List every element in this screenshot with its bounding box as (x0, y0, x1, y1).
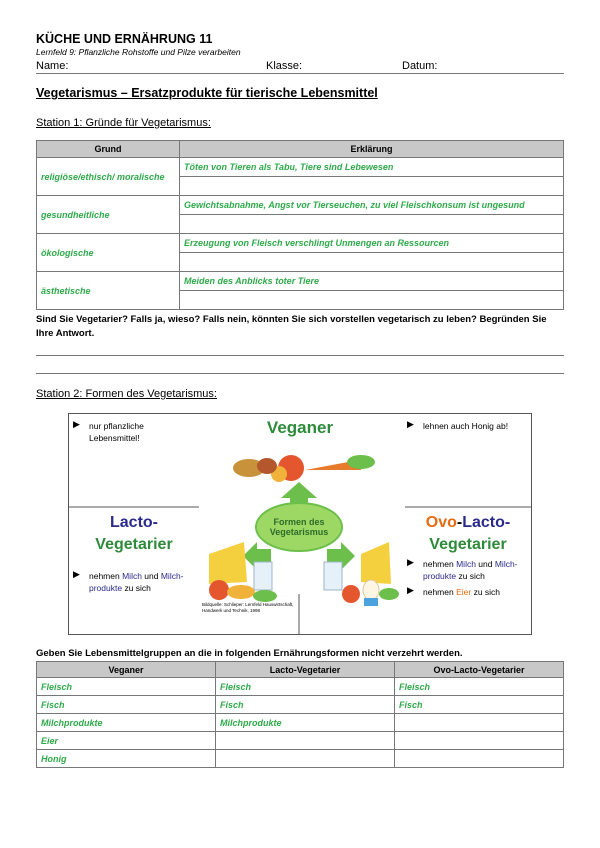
table-row (37, 678, 564, 696)
answer-line[interactable] (36, 373, 564, 374)
empty-cell[interactable] (180, 291, 564, 310)
empty-cell[interactable] (180, 215, 564, 234)
vegetarianism-diagram (68, 413, 532, 635)
veganer-honey-note: lehnen auch Honig ab! (423, 421, 509, 431)
table-cell[interactable] (216, 750, 395, 768)
lacto-note: nehmen Milch und Milch- produkte zu sich (89, 571, 184, 593)
ovo-lacto-vegetarier-title: Ovo-Lacto- Vegetarier (425, 514, 511, 553)
table-cell[interactable]: Fisch (216, 696, 395, 714)
erklaerung-cell[interactable]: Gewichtsabnahme, Angst vor Tierseuchen, zu viel Fleischkonsum ist ungesund (180, 196, 564, 215)
ovo-milk-note: nehmen Milch und Milch- produkte zu sich (423, 559, 518, 581)
main-title: Vegetarismus – Ersatzprodukte für tierische Lebensmittel (36, 86, 378, 100)
veganer-title: Veganer (266, 418, 334, 437)
header-divider (36, 73, 564, 74)
table-cell[interactable]: Fisch (37, 696, 216, 714)
reasons-table (36, 140, 564, 310)
food-groups-table (36, 661, 564, 768)
erklaerung-cell[interactable]: Erzeugung von Fleisch verschlingt Unmengen an Ressourcen (180, 234, 564, 253)
erklaerung-cell[interactable]: Meiden des Anblicks toter Tiere (180, 272, 564, 291)
table-row (37, 732, 564, 750)
image-source: Bildquelle: Schlieper: Lernfeld Hauswirtschaft, Handwerk und Technik, 1998 (202, 602, 294, 613)
veganer-note: nur pflanzliche Lebensmittel! (89, 421, 144, 443)
station1-heading: Station 1: Gründe für Vegetarismus: (36, 117, 211, 129)
col-ovo-lacto: Ovo-Lacto-Vegetarier (395, 662, 564, 678)
table-cell[interactable]: Fleisch (37, 678, 216, 696)
table-cell[interactable]: Fisch (395, 696, 564, 714)
klasse-label: Klasse: (266, 60, 303, 72)
document-title: KÜCHE UND ERNÄHRUNG 11 (36, 32, 213, 46)
task-text: Geben Sie Lebensmittelgruppen an die in folgenden Ernährungsformen nicht verzehrt werden. (36, 648, 463, 659)
bullet-arrow-icon: ▶ (73, 569, 80, 579)
bullet-arrow-icon: ▶ (407, 585, 414, 595)
empty-cell[interactable] (180, 177, 564, 196)
table-row (37, 750, 564, 768)
datum-label: Datum: (402, 60, 438, 72)
table-cell[interactable]: Fleisch (395, 678, 564, 696)
table-cell[interactable]: Eier (37, 732, 216, 750)
table-cell[interactable] (216, 732, 395, 750)
grund-cell: gesundheitliche (37, 196, 180, 234)
grund-cell: ökologische (37, 234, 180, 272)
bullet-arrow-icon: ▶ (73, 419, 80, 429)
table-row (37, 714, 564, 732)
grund-cell: ästhetische (37, 272, 180, 310)
table-cell[interactable] (395, 750, 564, 768)
bullet-arrow-icon: ▶ (407, 419, 414, 429)
col-erklaerung: Erklärung (180, 141, 564, 158)
question-text: Sind Sie Vegetarier? Falls ja, wieso? Falls nein, könnten Sie sich vorstellen vegetarisch zu leben? Begründen Sie Ihre Antwort. (36, 314, 547, 339)
empty-cell[interactable] (180, 253, 564, 272)
col-lacto: Lacto-Vegetarier (216, 662, 395, 678)
document-subtitle: Lernfeld 9: Pflanzliche Rohstoffe und Pilze verarbeiten (36, 47, 241, 57)
col-veganer: Veganer (37, 662, 216, 678)
table-cell[interactable] (395, 732, 564, 750)
table-cell[interactable]: Milchprodukte (216, 714, 395, 732)
table-cell[interactable]: Fleisch (216, 678, 395, 696)
table-cell[interactable] (395, 714, 564, 732)
table-row (37, 696, 564, 714)
col-grund: Grund (37, 141, 180, 158)
ovo-eggs-note: nehmen Eier zu sich (423, 587, 501, 597)
table-cell[interactable]: Honig (37, 750, 216, 768)
name-label: Name: (36, 60, 69, 72)
erklaerung-cell[interactable]: Töten von Tieren als Tabu, Tiere sind Lebewesen (180, 158, 564, 177)
grund-cell: religiöse/ethisch/ moralische (37, 158, 180, 196)
station2-heading: Station 2: Formen des Vegetarismus: (36, 388, 217, 400)
center-label: Formen des Vegetarismus (269, 517, 329, 537)
table-cell[interactable]: Milchprodukte (37, 714, 216, 732)
bullet-arrow-icon: ▶ (407, 557, 414, 567)
vegetables-top-image (233, 455, 375, 482)
answer-line[interactable] (36, 355, 564, 356)
lacto-vegetarier-title: Lacto- Vegetarier (95, 514, 173, 553)
